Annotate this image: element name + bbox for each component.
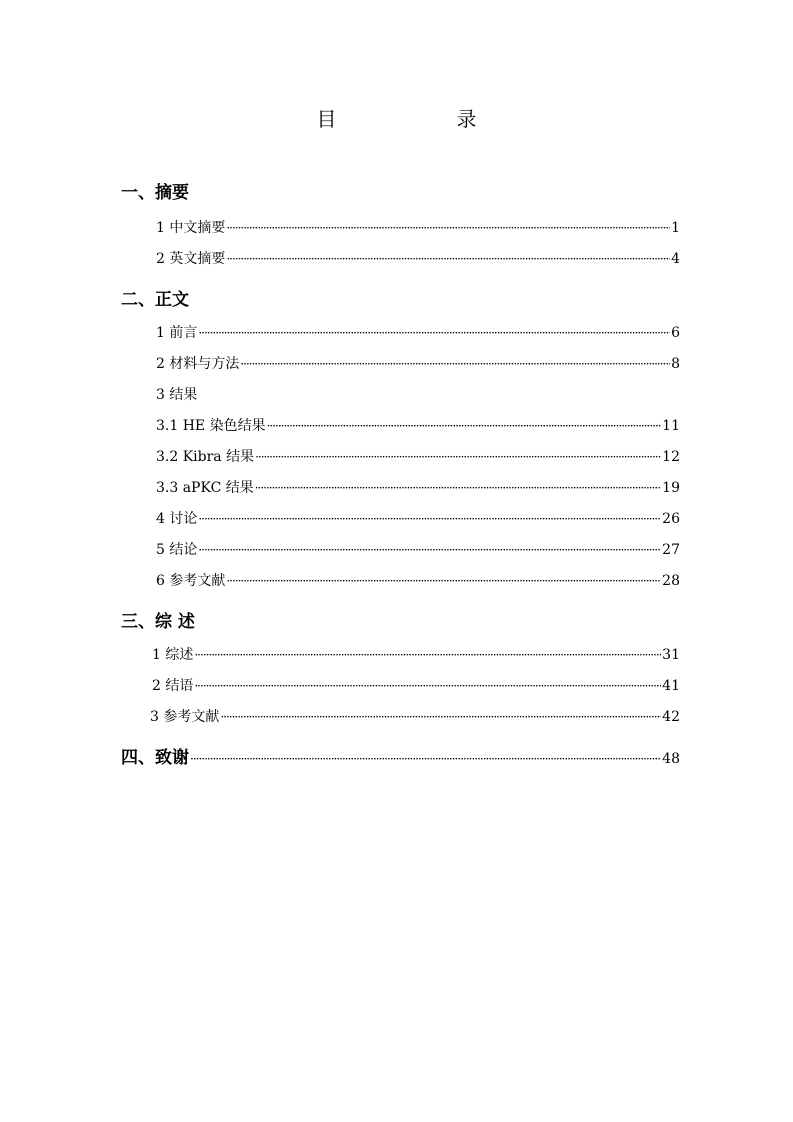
entry-label: 6 参考文献 (156, 573, 226, 589)
dot-leader (194, 648, 661, 662)
page-title: 目 录 (316, 107, 527, 131)
entry-page-number: 19 (662, 480, 680, 496)
toc-entry[interactable] (152, 644, 680, 664)
entry-page-number: 4 (671, 251, 680, 267)
entry-label: 2 英文摘要 (156, 251, 226, 267)
dot-leader (198, 512, 661, 526)
section-heading: 四、致谢 (121, 748, 189, 768)
entry-page-number: 41 (662, 678, 680, 694)
toc-entry[interactable] (152, 675, 680, 695)
entry-label: 3.1 HE 染色结果 (156, 418, 266, 434)
dot-leader (240, 357, 670, 371)
toc-entry[interactable] (156, 570, 680, 590)
toc-entry[interactable] (156, 415, 680, 435)
entry-label: 2 结语 (152, 678, 194, 694)
section-heading: 三、综 述 (121, 612, 195, 632)
entry-page-number: 26 (662, 511, 680, 527)
entry-label: 3.2 Kibra 结果 (156, 449, 255, 465)
entry-page-number: 1 (671, 220, 680, 236)
entry-page-number: 11 (662, 418, 680, 434)
entry-label: 1 前言 (156, 325, 198, 341)
toc-section-acknowledgements[interactable] (121, 743, 680, 768)
toc-section-main-text[interactable] (121, 285, 680, 310)
entry-page-number: 42 (662, 709, 680, 725)
section-heading: 二、正文 (121, 290, 189, 310)
toc-section-review[interactable] (121, 607, 680, 632)
toc-entry[interactable] (156, 539, 680, 559)
toc-entry[interactable] (156, 384, 680, 404)
entry-page-number: 31 (662, 647, 680, 663)
entry-page-number: 48 (662, 751, 680, 767)
entry-page-number: 27 (662, 542, 680, 558)
entry-page-number: 12 (662, 449, 680, 465)
entry-label: 3 结果 (156, 387, 198, 403)
toc-section-abstract[interactable] (121, 178, 680, 203)
dot-leader (226, 574, 661, 588)
toc-entry[interactable] (156, 248, 680, 268)
entry-page-number: 6 (671, 325, 680, 341)
entry-label: 1 中文摘要 (156, 220, 226, 236)
dot-leader (226, 221, 670, 235)
entry-label: 2 材料与方法 (156, 356, 240, 372)
dot-leader (255, 450, 661, 464)
dot-leader (255, 481, 661, 495)
entry-label: 1 综述 (152, 647, 194, 663)
dot-leader (198, 326, 670, 340)
dot-leader (267, 419, 662, 433)
entry-page-number: 8 (671, 356, 680, 372)
toc-entry[interactable] (156, 446, 680, 466)
entry-label: 3 参考文献 (150, 709, 220, 725)
toc-entry[interactable] (156, 477, 680, 497)
entry-label: 5 结论 (156, 542, 198, 558)
dot-leader (198, 543, 661, 557)
toc-entry[interactable] (156, 353, 680, 373)
dot-leader (226, 252, 670, 266)
toc-entry[interactable] (156, 322, 680, 342)
entry-label: 3.3 aPKC 结果 (156, 480, 254, 496)
dot-leader (194, 679, 661, 693)
toc-entry[interactable] (150, 706, 680, 726)
dot-leader (190, 752, 661, 766)
toc-entry[interactable] (156, 508, 680, 528)
entry-label: 4 讨论 (156, 511, 198, 527)
dot-leader (220, 710, 661, 724)
section-heading: 一、摘要 (121, 183, 189, 203)
entry-page-number: 28 (662, 573, 680, 589)
toc-entry[interactable] (156, 217, 680, 237)
